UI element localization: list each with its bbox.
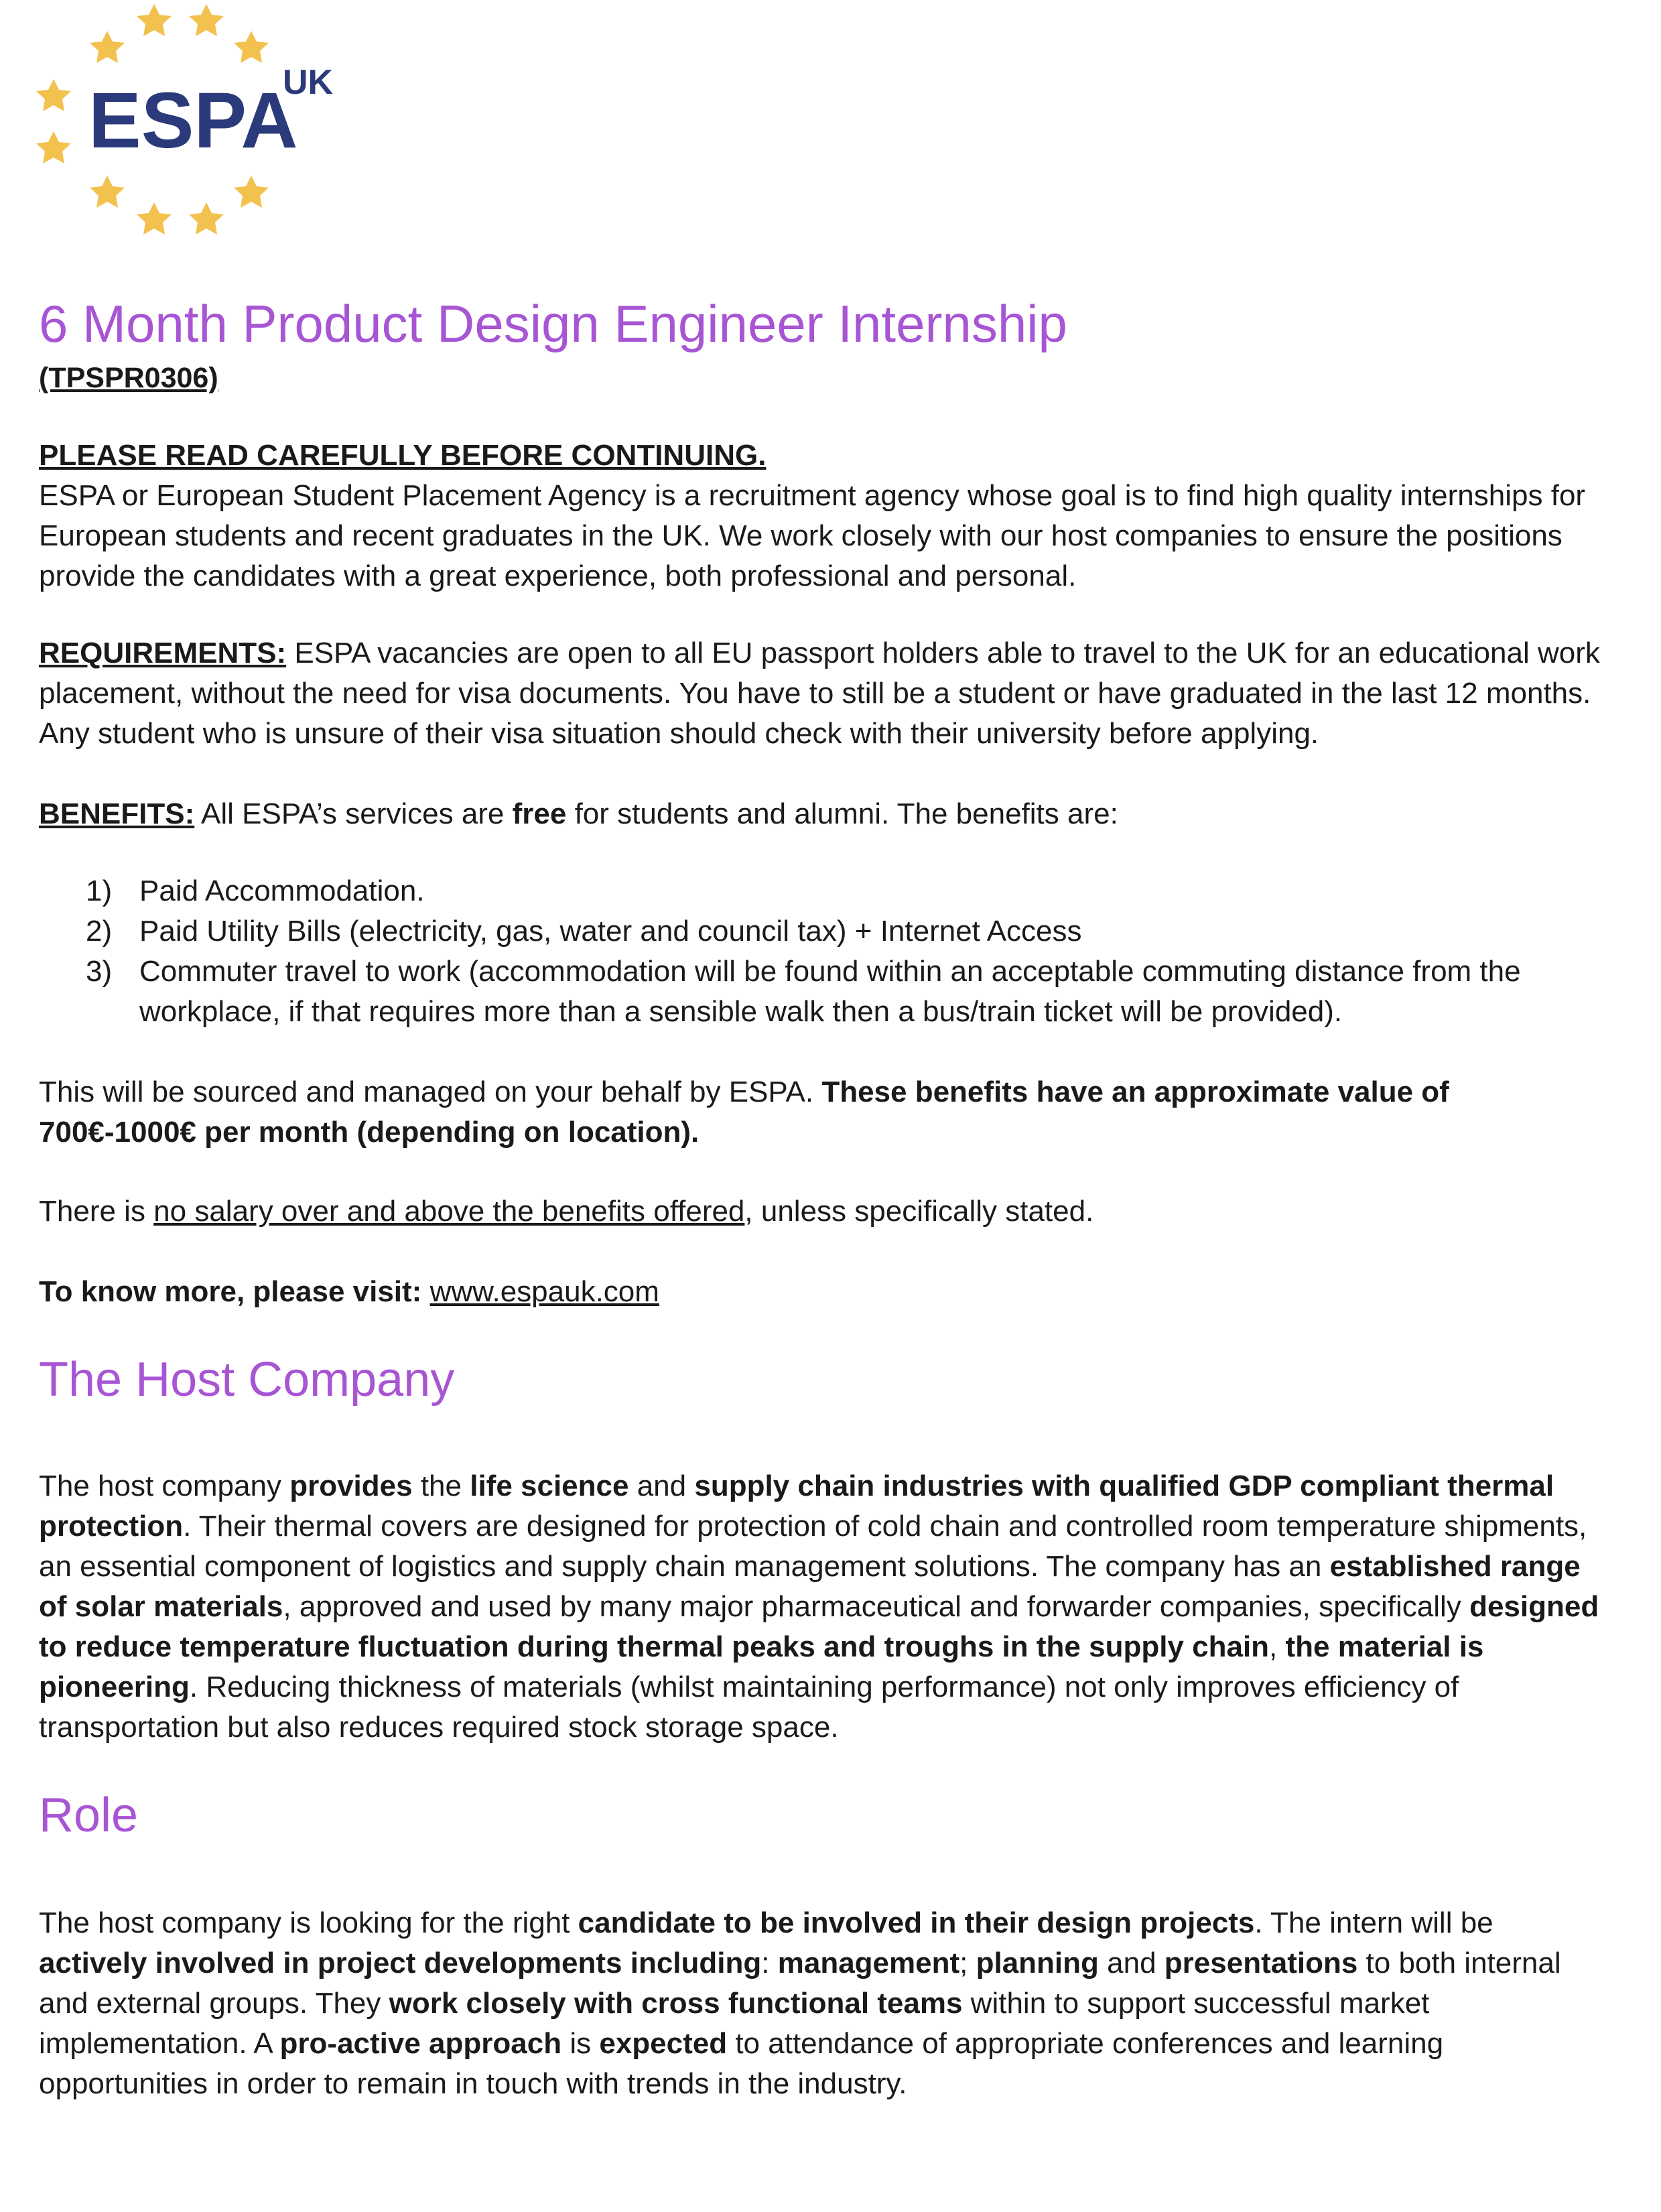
espa-uk-logo	[27, 0, 348, 248]
requirements-paragraph	[39, 633, 1600, 754]
no-salary-text: no salary over and above the benefits offered	[153, 1195, 745, 1228]
emphasized-text: planning	[976, 1947, 1099, 1979]
paragraph-text: ,	[1269, 1630, 1286, 1663]
emphasized-text: candidate to be involved in their design projects	[578, 1906, 1255, 1939]
list-number: 1)	[86, 874, 113, 907]
intro-heading: PLEASE READ CAREFULLY BEFORE CONTINUING.	[39, 439, 767, 472]
benefits-text: All ESPA’s services are	[194, 797, 513, 830]
requirements-label: REQUIREMENTS:	[39, 637, 287, 669]
paragraph-text: and	[628, 1470, 695, 1502]
intro-paragraph	[39, 436, 1600, 596]
salary-text-end: , unless specifically stated.	[744, 1195, 1094, 1228]
reference-code: (TPSPR0306)	[39, 362, 218, 394]
emphasized-text: actively involved in project developments including	[39, 1947, 762, 1979]
host-company-paragraph	[39, 1466, 1600, 1748]
paragraph-text: The host company	[39, 1470, 290, 1502]
benefits-text-end: for students and alumni. The benefits are:	[566, 797, 1118, 830]
paragraph-text: The host company is looking for the right	[39, 1906, 578, 1939]
intro-text: ESPA or European Student Placement Agency is a recruitment agency whose goal is to find high quality internships for European students and recent graduates in the UK. We work closely with our host companies to ensure the positions provide the candidates with a great experience, both professional and personal.	[39, 479, 1586, 592]
paragraph-text: to both internal and external groups. They	[39, 1947, 1561, 2020]
paragraph-text: ;	[959, 1947, 976, 1979]
emphasized-text: work closely with cross functional teams	[389, 1987, 963, 2020]
emphasized-text: life science	[470, 1470, 629, 1502]
benefits-paragraph	[39, 794, 1600, 834]
emphasized-text: presentations	[1164, 1947, 1358, 1979]
visit-label: To know more, please visit:	[39, 1275, 422, 1308]
list-item	[86, 911, 1600, 952]
paragraph-text: is	[561, 2027, 600, 2060]
logo-text: ESPA	[88, 76, 298, 165]
list-number: 2)	[86, 915, 113, 948]
emphasized-text: established range of solar materials	[39, 1550, 1581, 1623]
paragraph-text: , approved and used by many major pharmaceutical and forwarder companies, specifically	[283, 1590, 1470, 1623]
paragraph-text: :	[761, 1947, 778, 1979]
page-title: 6 Month Product Design Engineer Internship	[39, 294, 1067, 353]
emphasized-text: the material is pioneering	[39, 1630, 1484, 1703]
emphasized-text: management	[777, 1947, 960, 1979]
paragraph-text: the	[412, 1470, 470, 1502]
emphasized-text: expected	[599, 2027, 728, 2060]
list-number: 3)	[86, 955, 113, 988]
visit-paragraph	[39, 1272, 1600, 1312]
logo-superscript: UK	[283, 63, 334, 102]
benefits-value-paragraph	[39, 1072, 1600, 1153]
list-item-text: Paid Utility Bills (electricity, gas, water and council tax) + Internet Access	[139, 915, 1082, 948]
salary-paragraph	[39, 1191, 1600, 1232]
benefits-value: These benefits have an approximate value of 700€-1000€ per month (depending on location).	[39, 1076, 1449, 1149]
role-heading: Role	[39, 1788, 139, 1842]
host-company-heading: The Host Company	[39, 1353, 455, 1407]
salary-text: There is	[39, 1195, 154, 1228]
free-text: free	[512, 797, 567, 830]
role-paragraph	[39, 1903, 1600, 2104]
requirements-text: ESPA vacancies are open to all EU passport holders able to travel to the UK for an educational work placement, without the need for visa documents. You have to still be a student or have graduated in the last 12 months. Any student who is unsure of their visa situation should check with their university before applying.	[39, 637, 1600, 750]
benefits-label: BENEFITS:	[39, 797, 195, 830]
sourced-text: This will be sourced and managed on your behalf by ESPA.	[39, 1076, 822, 1108]
emphasized-text: provides	[289, 1470, 413, 1502]
paragraph-text: and	[1098, 1947, 1165, 1979]
benefits-list	[86, 871, 1600, 1032]
emphasized-text: pro-active approach	[279, 2027, 562, 2060]
list-item-text: Commuter travel to work (accommodation will be found within an acceptable commuting distance from the workplace, if that requires more than a sensible walk then a bus/train ticket will be provided).	[139, 955, 1521, 1028]
paragraph-text: to attendance of appropriate conferences and learning opportunities in order to remain in touch with trends in the industry.	[39, 2027, 1444, 2100]
paragraph-text: within to support successful market implementation. A	[39, 1987, 1430, 2060]
list-item	[86, 952, 1600, 1032]
website-link[interactable]: www.espauk.com	[429, 1275, 659, 1308]
list-item	[86, 871, 1600, 911]
list-item-text: Paid Accommodation.	[139, 874, 425, 907]
paragraph-text: . Their thermal covers are designed for protection of cold chain and controlled room temperature shipments, an essential component of logistics and supply chain management solutions. The company has an	[39, 1510, 1587, 1583]
paragraph-text: . Reducing thickness of materials (whilst maintaining performance) not only improves efficiency of transportation but also reduces required stock storage space.	[39, 1671, 1459, 1744]
emphasized-text: supply chain industries with qualified GDP compliant thermal protection	[39, 1470, 1554, 1543]
emphasized-text: designed to reduce temperature fluctuation during thermal peaks and troughs in the supply chain	[39, 1590, 1599, 1663]
paragraph-text: . The intern will be	[1254, 1906, 1493, 1939]
